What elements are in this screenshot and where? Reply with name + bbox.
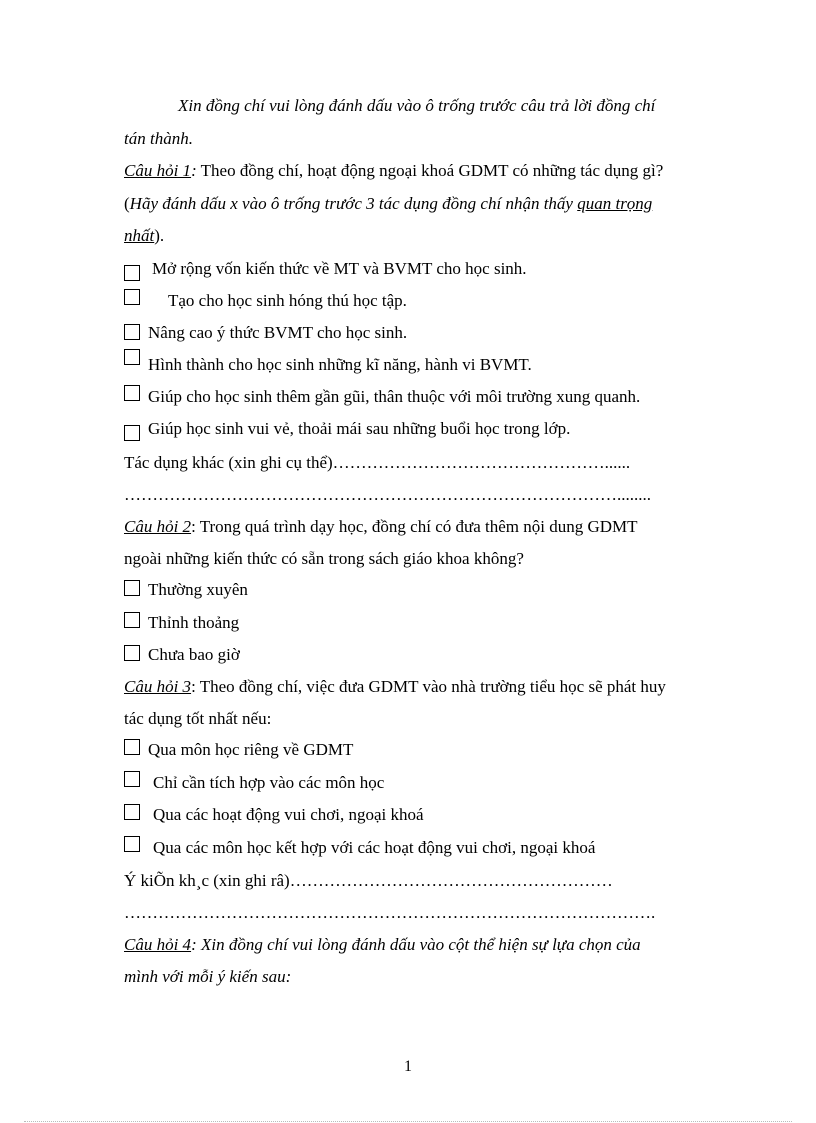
question-1-label: Câu hỏi 1 [124,161,192,180]
hint-emphasis: quan trọng [577,194,653,213]
q3-option-1-checkbox[interactable] [124,739,140,755]
q2-option-2-checkbox[interactable] [124,612,140,628]
q2-option-2-label: Thỉnh thoảng [148,613,240,632]
q3-option-4-label: Qua các môn học kết hợp với các hoạt động vui chơi, ngoại khoá [153,838,596,857]
question-4 [124,934,641,956]
question-2-text-cont: ngoài những kiến thức có sẵn trong sách giáo khoa không? [124,549,524,568]
hint-close: ). [154,226,165,245]
question-1-hint [124,193,652,215]
q2-option-3-checkbox[interactable] [124,645,140,661]
q2-option-3-label: Chưa bao giờ [148,645,240,664]
question-3-text: : Theo đồng chí, việc đưa GDMT vào nhà trường tiểu học sẽ phát huy [191,677,666,696]
question-3-label: Câu hỏi 3 [124,677,192,696]
q3-option-2-label: Chỉ cần tích hợp vào các môn học [153,773,385,792]
q1-option-6-label: Giúp học sinh vui vẻ, thoải mái sau những buổi học trong lớp. [148,419,571,438]
hint-text: Hãy đánh dấu x vào ô trống trước 3 tác dụng đồng chí nhận thấy [129,194,578,213]
q3-option-3-checkbox[interactable] [124,804,140,820]
q1-option-5-checkbox[interactable] [124,385,140,401]
q1-other-field-line-2[interactable]: ……………………………………………………………………………........ [124,485,651,504]
intro-line-2: tán thành. [124,129,193,148]
q3-other-field[interactable]: Ý kiÕn kh¸c (xin ghi râ)………………………………………………… [124,871,613,890]
hint-emphasis-2: nhất [124,226,155,245]
q1-option-1-label: Mở rộng vốn kiến thức về MT và BVMT cho học sinh. [152,259,527,278]
q2-option-1-label: Thường xuyên [148,580,248,599]
q1-option-2-checkbox[interactable] [124,289,140,305]
question-1-colon: : [191,161,197,180]
page-bottom-border [24,1121,792,1122]
q3-option-3-label: Qua các hoạt động vui chơi, ngoại khoá [153,805,424,824]
q1-option-3-checkbox[interactable] [124,324,140,340]
q1-option-5-label: Giúp cho học sinh thêm gần gũi, thân thuộc với môi trường xung quanh. [148,387,641,406]
q1-option-2-label: Tạo cho học sinh hóng thú học tập. [168,291,407,310]
q1-other-field[interactable]: Tác dụng khác (xin ghi cụ thể)…………………………………………...... [124,453,631,472]
hint-open-paren: ( [124,194,130,213]
question-2 [124,516,638,538]
q3-other-field-line-2[interactable]: …………………………………………………………………………………. [124,903,656,922]
q2-option-1-checkbox[interactable] [124,580,140,596]
intro-line-1: Xin đồng chí vui lòng đánh dấu vào ô trống trước câu trả lời đồng chí [178,96,656,115]
q1-option-6-checkbox[interactable] [124,425,140,441]
question-4-label: Câu hỏi 4 [124,935,192,954]
q3-option-4-checkbox[interactable] [124,836,140,852]
question-4-text-cont: mình với mỗi ý kiến sau: [124,967,292,986]
question-1 [124,160,663,182]
q3-option-1-label: Qua môn học riêng về GDMT [148,740,354,759]
question-1-hint-cont [124,225,164,247]
question-2-label: Câu hỏi 2 [124,517,192,536]
question-3-text-cont: tác dụng tốt nhất nếu: [124,709,272,728]
q1-option-4-checkbox[interactable] [124,349,140,365]
question-1-text: Theo đồng chí, hoạt động ngoại khoá GDMT có những tác dụng gì? [196,161,664,180]
q1-option-4-label: Hình thành cho học sinh những kĩ năng, hành vi BVMT. [148,355,532,374]
q1-option-1-checkbox[interactable] [124,265,140,281]
question-2-text: : Trong quá trình dạy học, đồng chí có đưa thêm nội dung GDMT [191,517,638,536]
q3-option-2-checkbox[interactable] [124,771,140,787]
question-3 [124,676,666,698]
question-4-text: : Xin đồng chí vui lòng đánh dấu vào cột thể hiện sự lựa chọn của [191,935,641,954]
q1-option-3-label: Nâng cao ý thức BVMT cho học sinh. [148,323,408,342]
page-number: 1 [404,1058,412,1075]
